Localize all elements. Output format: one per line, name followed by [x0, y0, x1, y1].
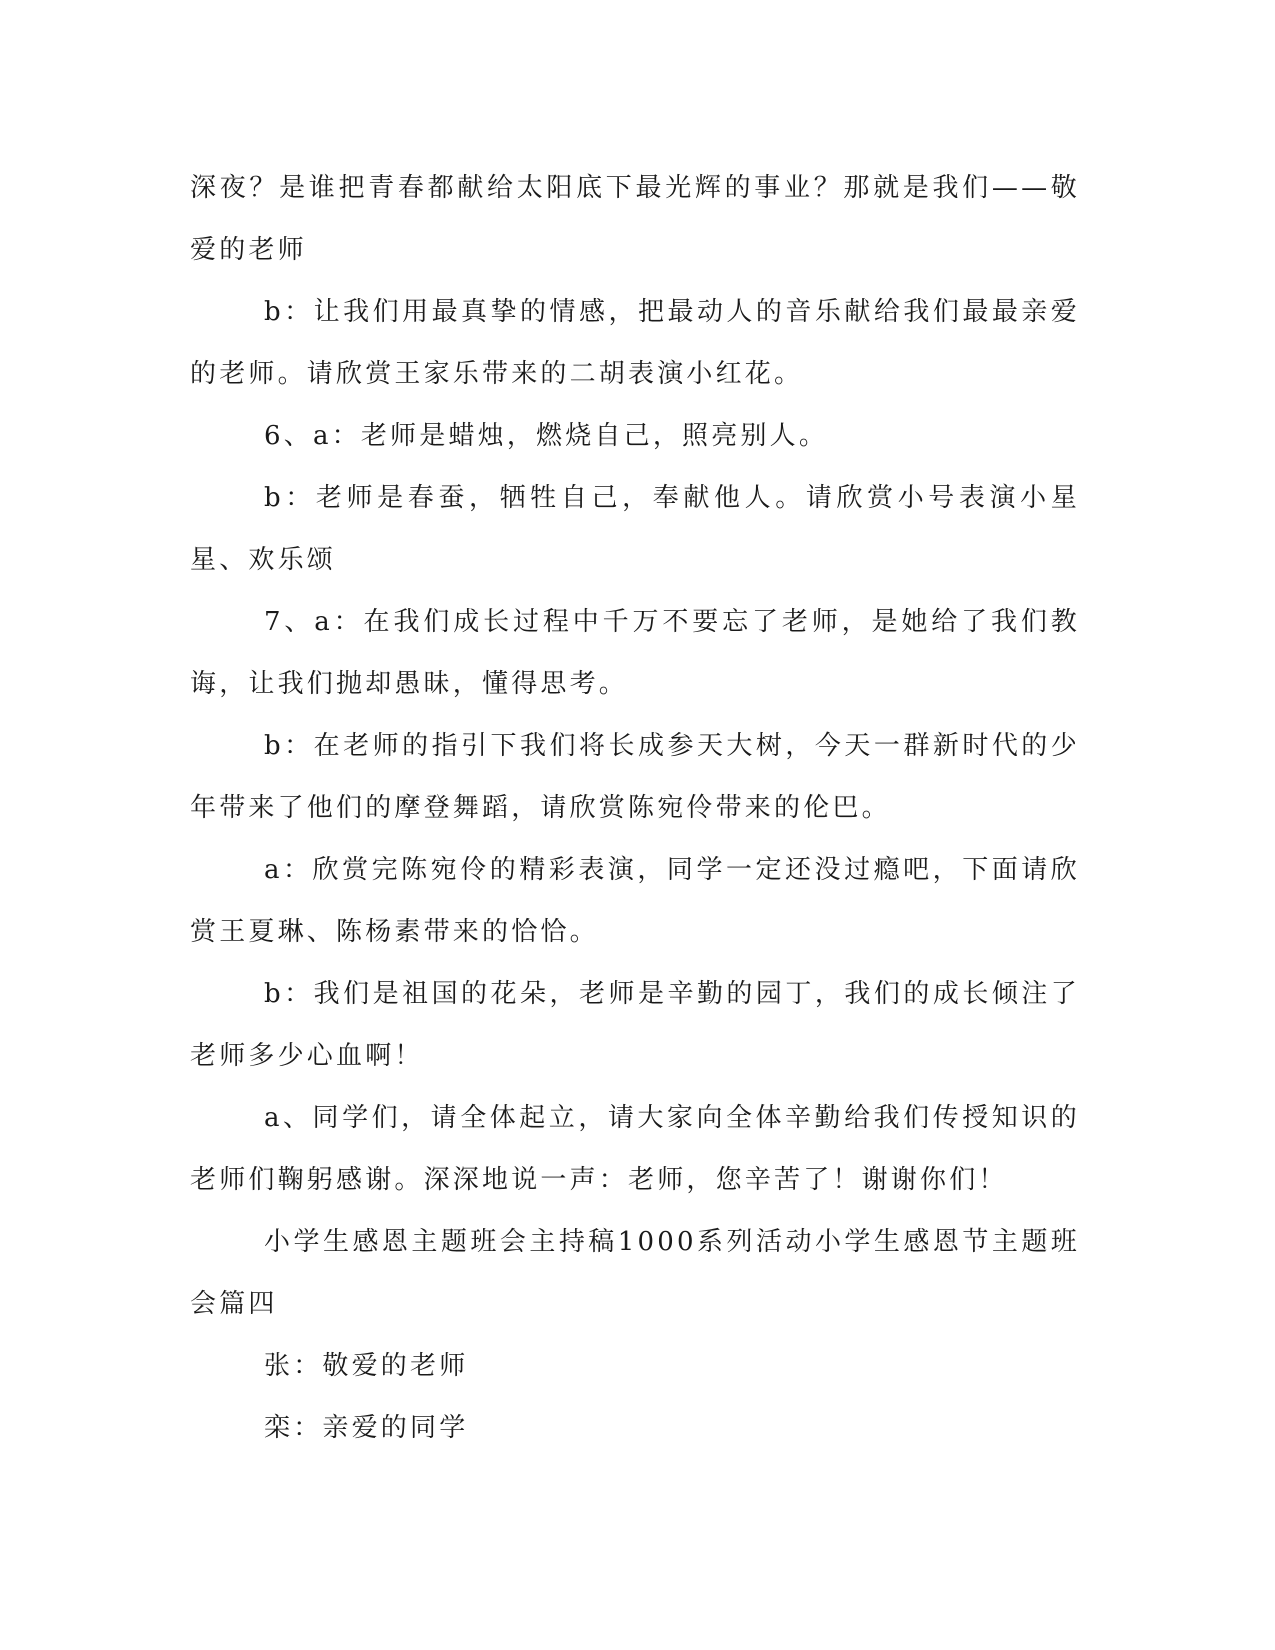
paragraph-7: a：欣赏完陈宛伶的精彩表演，同学一定还没过瘾吧，下面请欣赏王夏琳、陈杨素带来的恰恰。: [190, 855, 1080, 947]
section-heading: 小学生感恩主题班会主持稿1000系列活动小学生感恩节主题班会篇四: [190, 1227, 1080, 1319]
paragraph-2: b：让我们用最真挚的情感，把最动人的音乐献给我们最最亲爱的老师。请欣赏王家乐带来的二胡表演小红花。: [190, 297, 1080, 389]
paragraph-9: a、同学们，请全体起立，请大家向全体辛勤给我们传授知识的老师们鞠躬感谢。深深地说一声：老师，您辛苦了！谢谢你们！: [190, 1103, 1080, 1195]
paragraph-6: b：在老师的指引下我们将长成参天大树，今天一群新时代的少年带来了他们的摩登舞蹈，请欣赏陈宛伶带来的伦巴。: [190, 731, 1080, 823]
paragraph-11: 张：敬爱的老师: [264, 1351, 469, 1381]
paragraph-5: 7、a：在我们成长过程中千万不要忘了老师，是她给了我们教诲，让我们抛却愚昧，懂得思考。: [190, 607, 1080, 699]
paragraph-12: 栾：亲爱的同学: [264, 1413, 469, 1443]
paragraph-3: 6、a：老师是蜡烛，燃烧自己，照亮别人。: [264, 421, 829, 451]
paragraph-4: b：老师是春蚕，牺牲自己，奉献他人。请欣赏小号表演小星星、欢乐颂: [190, 483, 1080, 575]
paragraph-1: 深夜？是谁把青春都献给太阳底下最光辉的事业？那就是我们——敬爱的老师: [190, 173, 1080, 265]
document-body: [190, 157, 1080, 1459]
paragraph-8: b：我们是祖国的花朵，老师是辛勤的园丁，我们的成长倾注了老师多少心血啊！: [190, 979, 1080, 1071]
